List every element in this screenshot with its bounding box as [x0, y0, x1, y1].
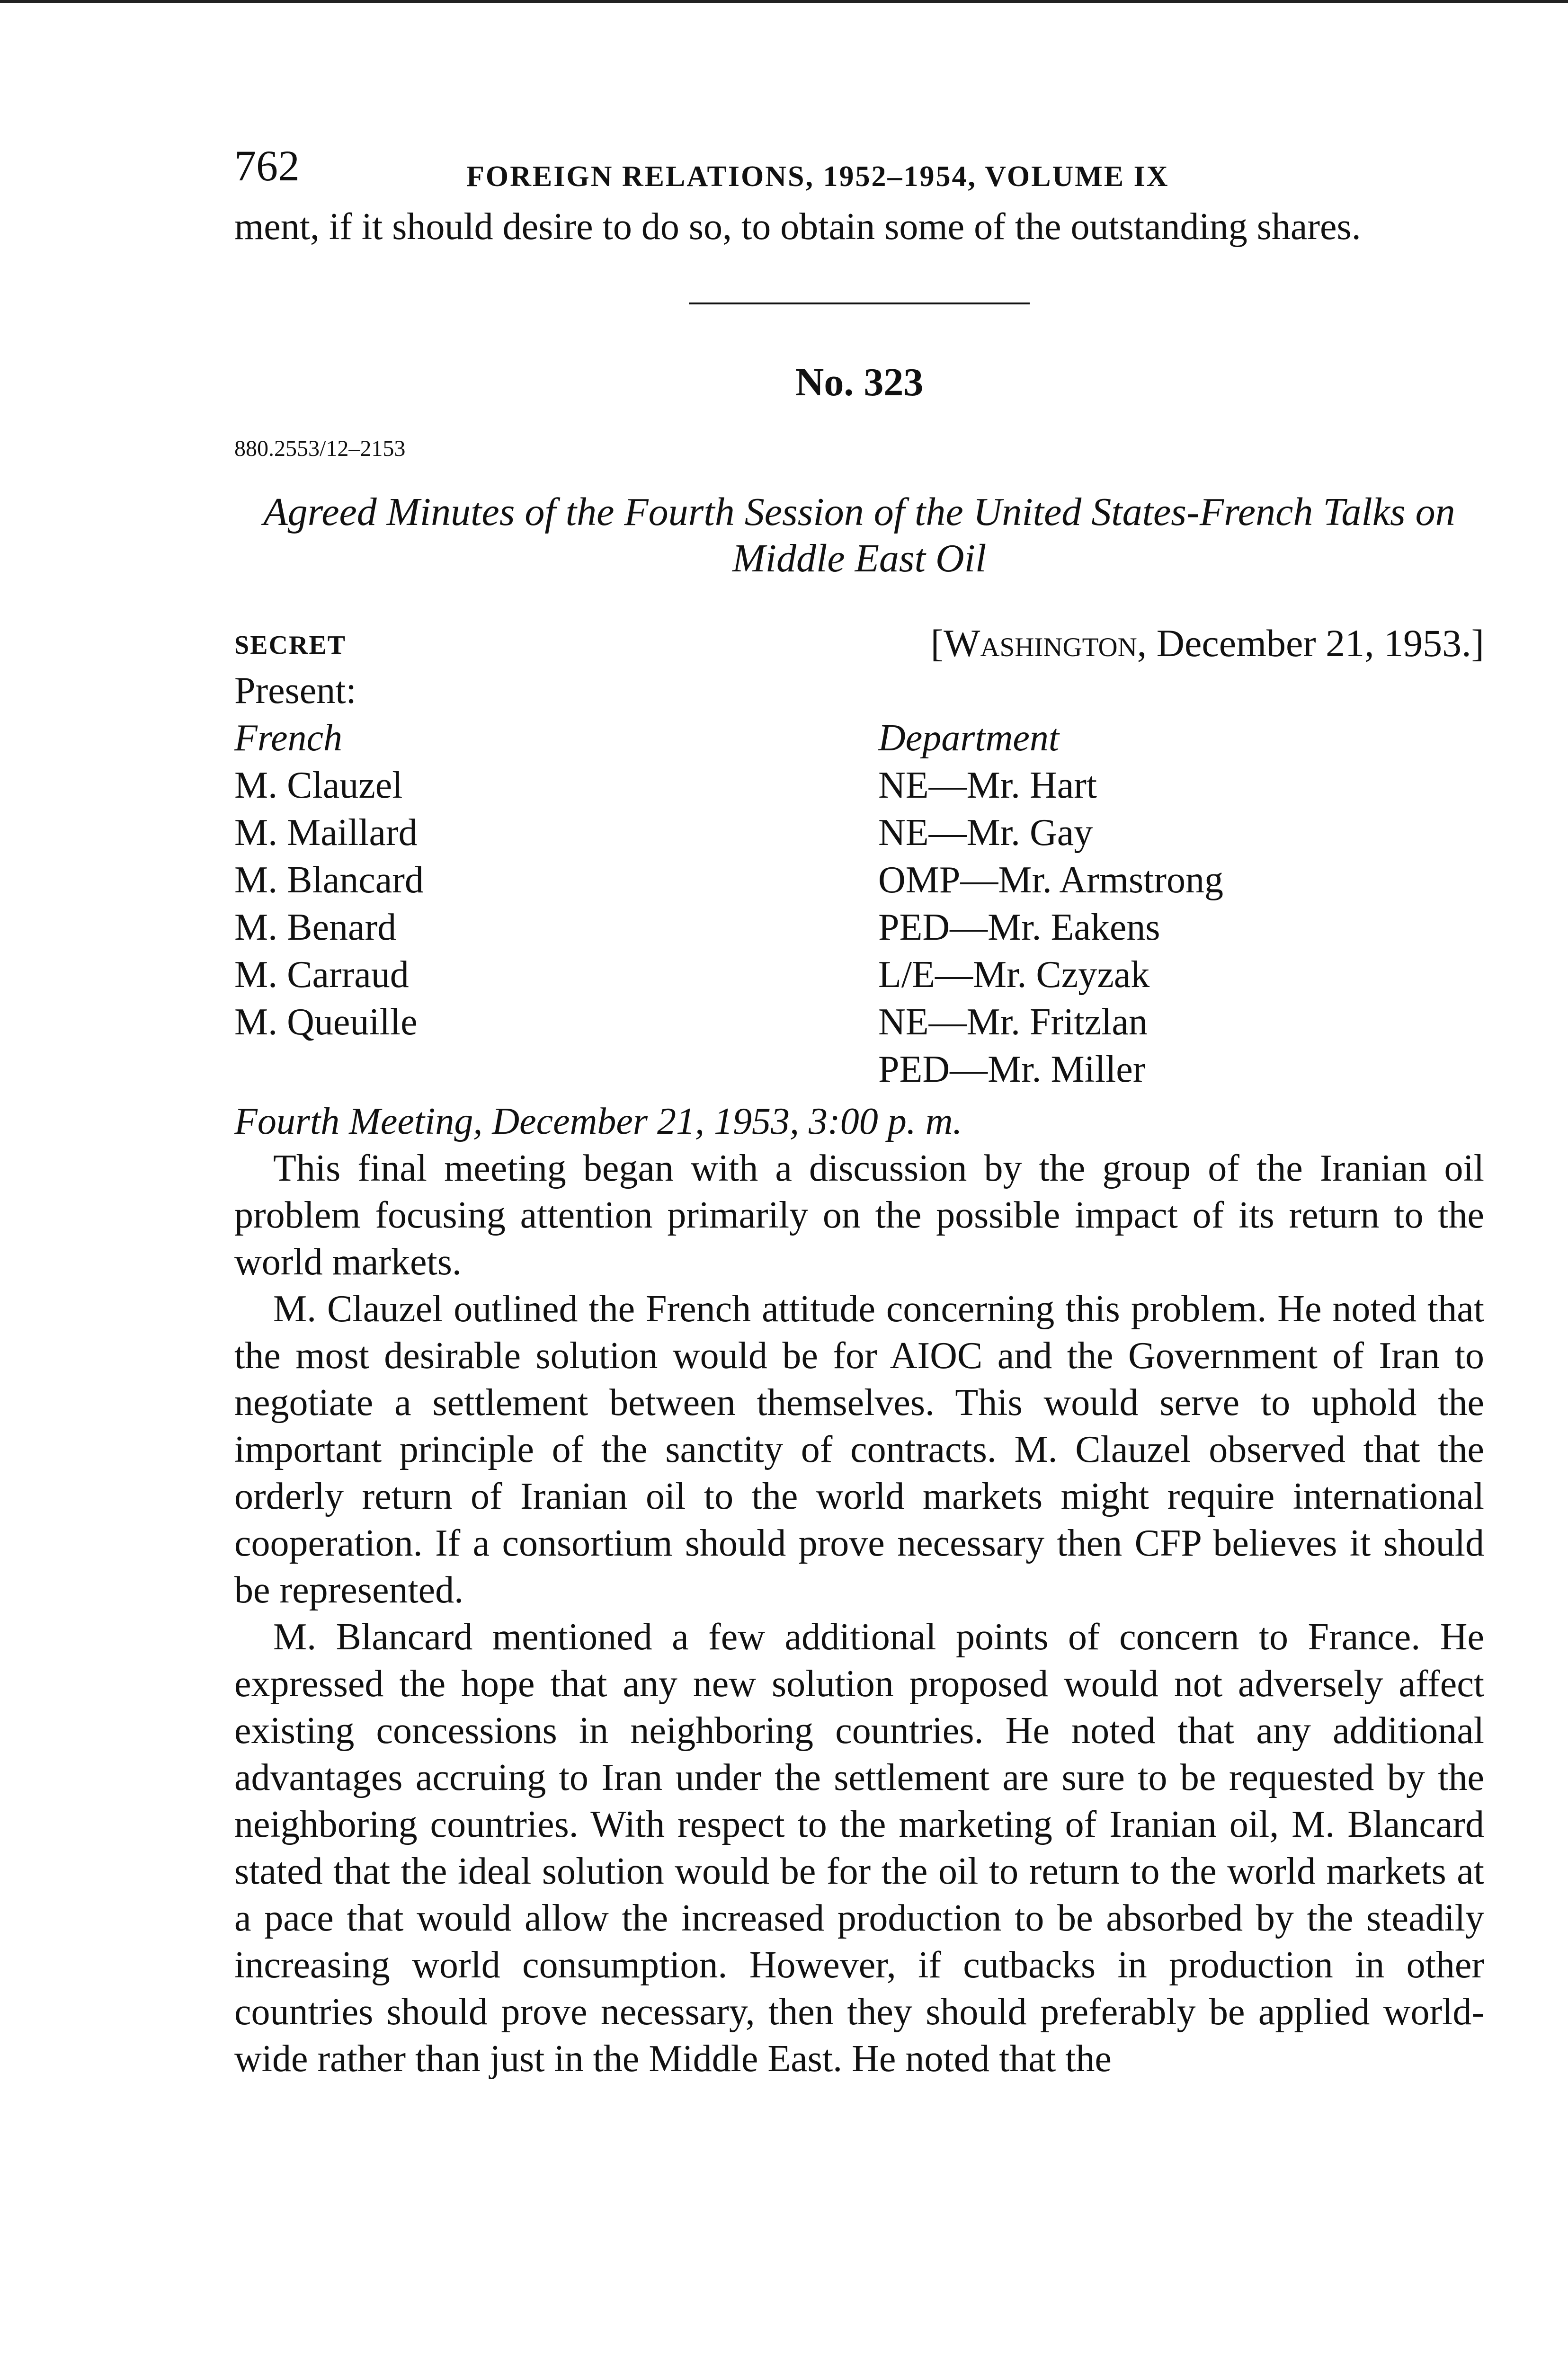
classification-label: SECRET [234, 631, 347, 660]
french-attendee: M. Maillard [234, 812, 418, 854]
department-attendee: NE—Mr. Hart [878, 765, 1097, 806]
meeting-heading: Fourth Meeting, December 21, 1953, 3:00 p. m. [234, 1101, 962, 1142]
french-attendee: M. Benard [234, 907, 397, 948]
dateline-open-bracket: [ [930, 622, 944, 665]
dateline [931, 620, 1484, 667]
french-attendee: M. Blancard [234, 859, 424, 901]
document-number: No. 323 [795, 360, 924, 404]
section-separator [689, 303, 1030, 304]
department-column [878, 714, 1223, 1093]
department-attendee: OMP—Mr. Armstrong [878, 859, 1223, 901]
classification-row [234, 620, 1484, 667]
french-column [234, 714, 424, 1046]
page-number: 762 [234, 142, 300, 190]
french-attendee: M. Clauzel [234, 765, 403, 806]
body-paragraph: This final meeting began with a discussion by the group of the Iranian oil problem focusing attention primarily on the possible impact of its return to the world markets. [234, 1148, 1484, 1283]
department-attendee: L/E—Mr. Czyzak [878, 954, 1150, 996]
french-heading: French [234, 717, 343, 759]
running-head [234, 142, 1484, 204]
french-attendee: M. Queuille [234, 1001, 418, 1043]
document-page [234, 142, 1484, 2082]
running-title: FOREIGN RELATIONS, 1952–1954, VOLUME IX [466, 160, 1169, 193]
department-attendee: PED—Mr. Eakens [878, 907, 1160, 948]
body-paragraph: M. Clauzel outlined the French attitude concerning this problem. He noted that the most desirable solution would be for AIOC and the Government of Iran to negotiate a settlement between themselves. This would serve to uphold the important principle of the sanctity of contracts. M. Clauzel observed that the orderly return of Iranian oil to the world markets might require international cooperation. If a consortium should prove necessary then CFP believes it should be represented. [234, 1288, 1484, 1611]
department-attendee: NE—Mr. Gay [878, 812, 1093, 854]
page-top-edge [0, 0, 1568, 3]
file-reference: 880.2553/12–2153 [234, 436, 406, 461]
body-paragraph: M. Blancard mentioned a few additional points of concern to France. He expressed the hope that any new solution proposed would not adversely affect existing concessions in neighboring countries. He noted that any additional advantages accruing to Iran under the settlement are sure to be requested by the neighboring countries. With respect to the marketing of Iranian oil, M. Blancard stated that the ideal solution would be for the oil to return to the world markets at a pace that would allow the increased production to be absorbed by the steadily increasing world consumption. However, if cutbacks in production in other countries should prove necessary, then they should preferably be applied world-wide rather than just in the Middle East. He noted that the [234, 1616, 1484, 2080]
dateline-date: , December 21, 1953.] [1137, 622, 1484, 665]
dateline-place: Washington [943, 622, 1137, 665]
continuation-paragraph: ment, if it should desire to do so, to obtain some of the outstanding shares. [234, 206, 1361, 248]
department-heading: Department [878, 717, 1060, 759]
french-attendee: M. Carraud [234, 954, 409, 996]
document-title: Agreed Minutes of the Fourth Session of the United States-French Talks on Middle East Oil [263, 490, 1455, 580]
department-attendee: PED—Mr. Miller [878, 1049, 1146, 1090]
attendee-list [234, 714, 1484, 1093]
department-attendee: NE—Mr. Fritzlan [878, 1001, 1148, 1043]
present-label: Present: [234, 670, 356, 712]
